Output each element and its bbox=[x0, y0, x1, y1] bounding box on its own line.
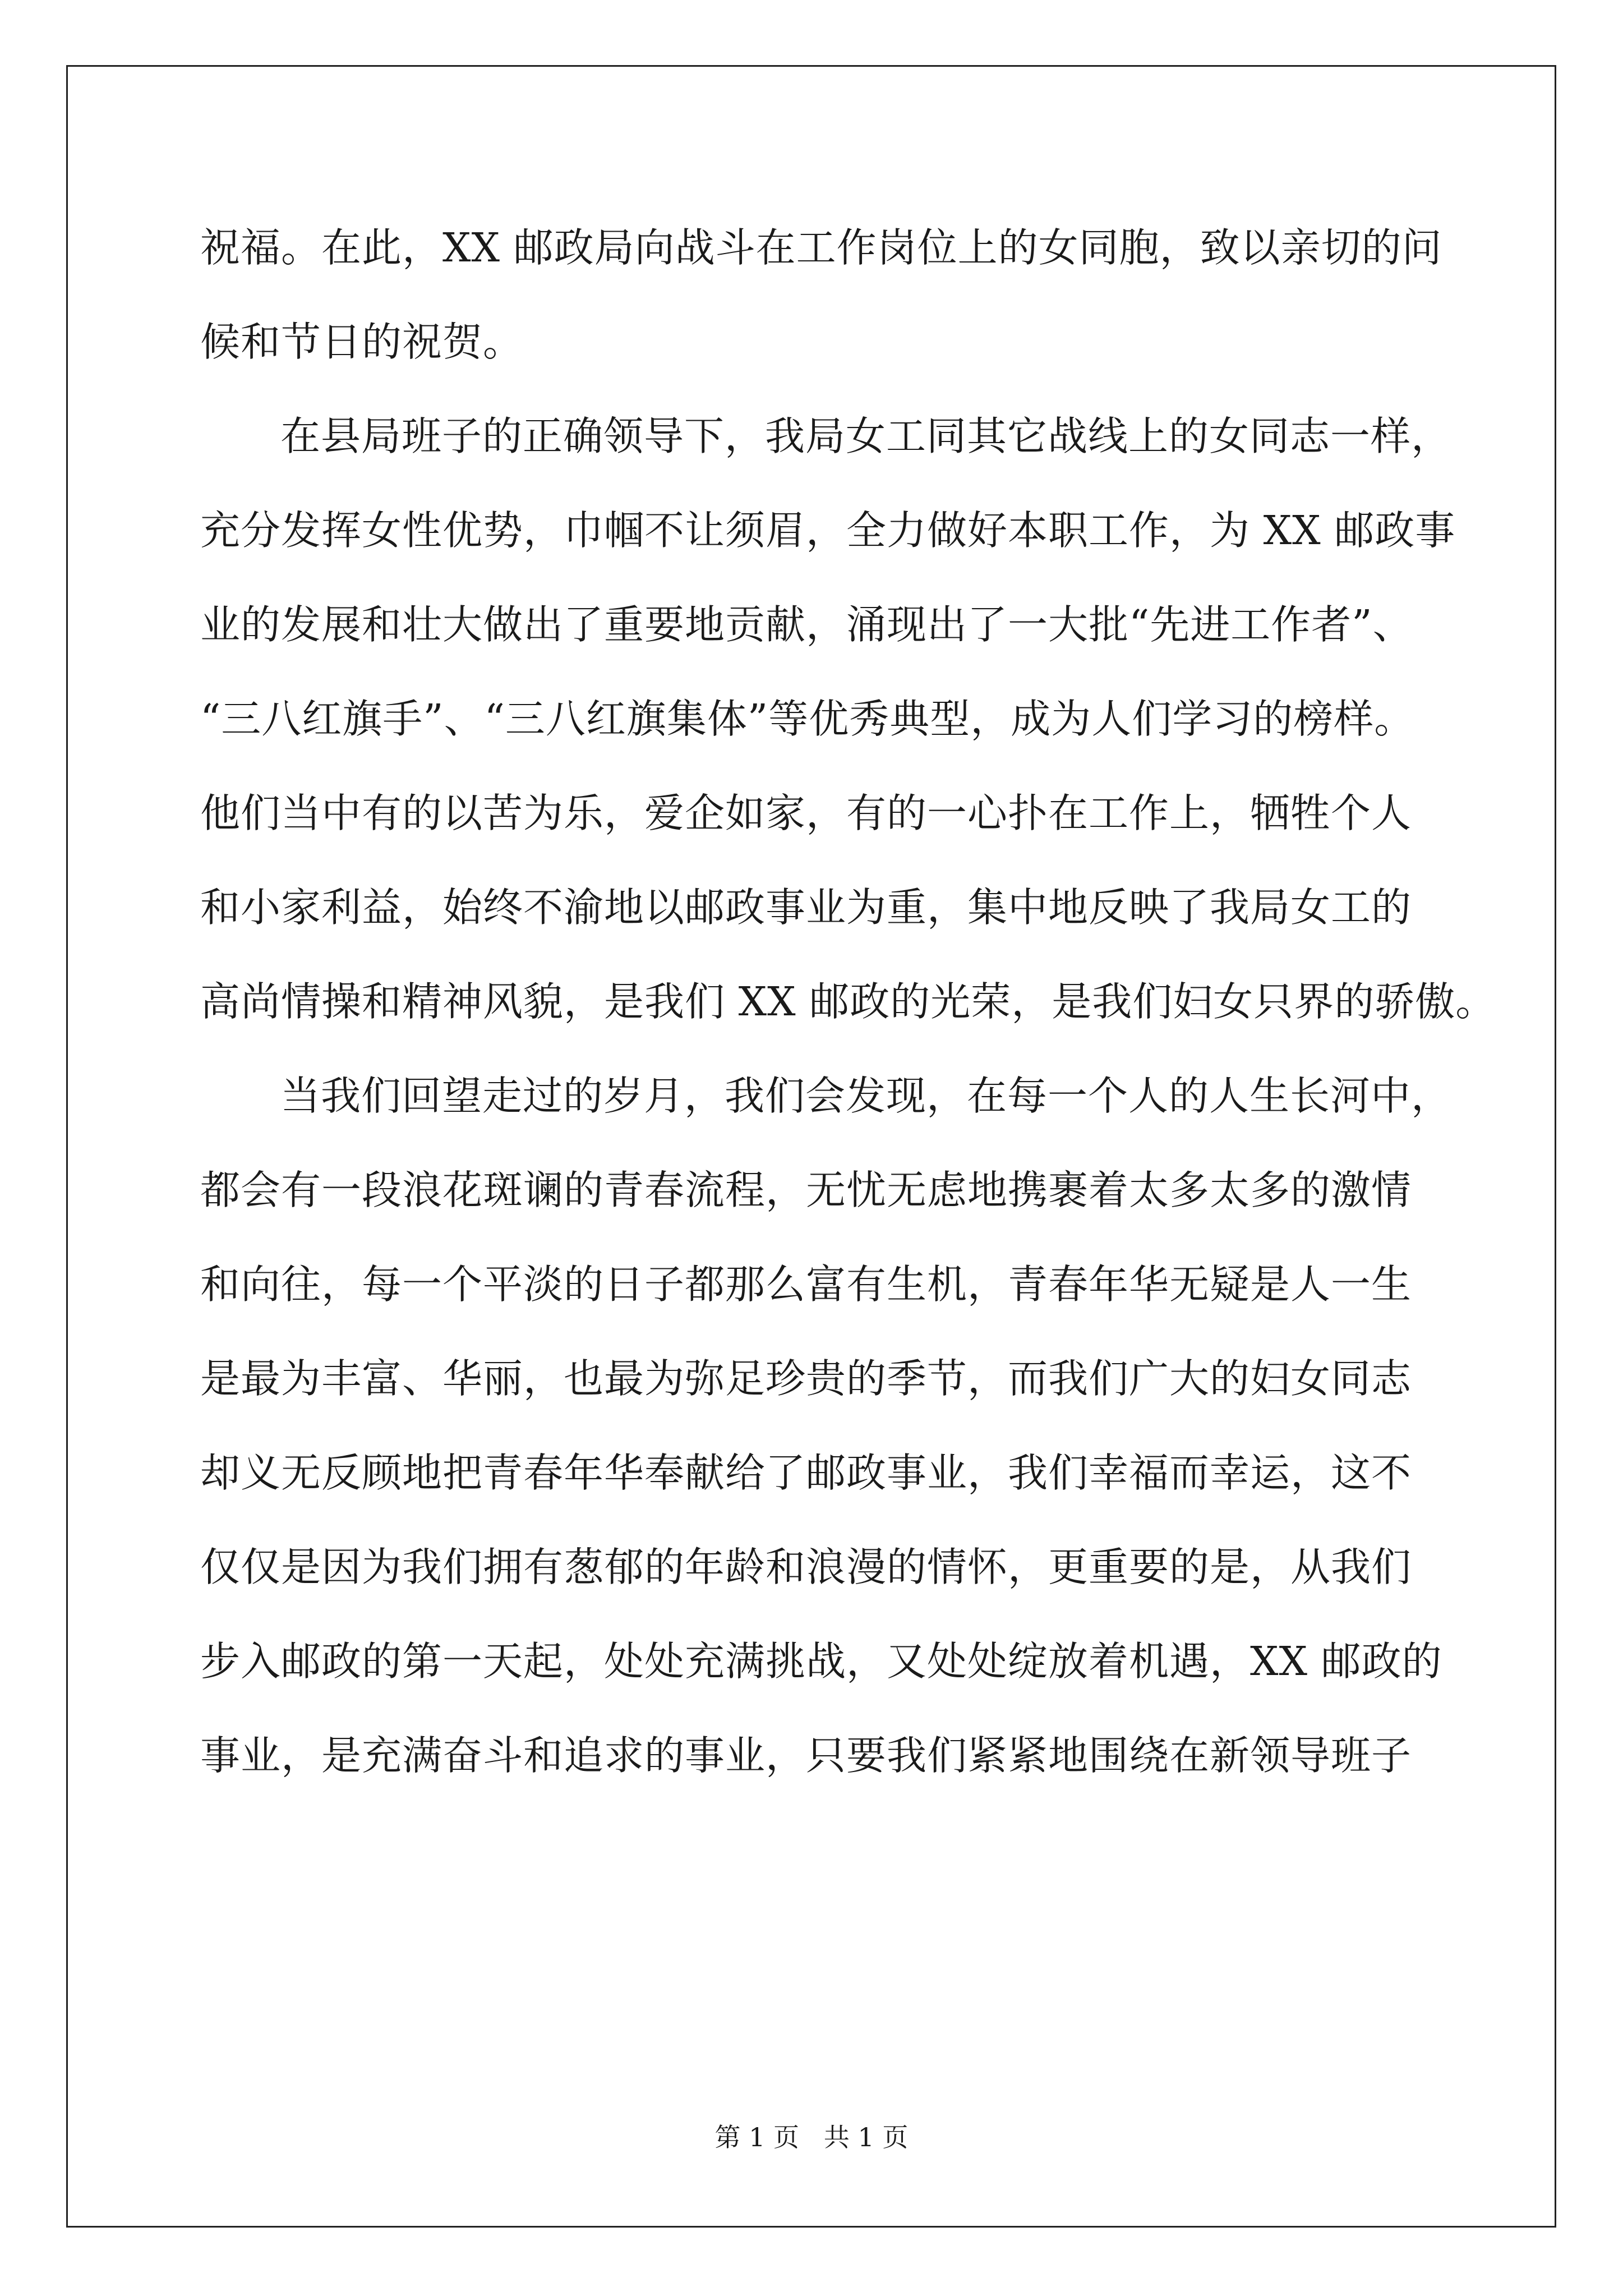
page-footer: 第 1 页 共 1 页 bbox=[714, 2122, 909, 2152]
text-line-5: 业的发展和壮大做出了重要地贡献，涌现出了一大批“先进工作者”、 bbox=[200, 601, 1413, 648]
text-line-16: 步入邮政的第一天起，处处充满挑战，又处处绽放着机遇，XX 邮政的 bbox=[200, 1638, 1442, 1685]
text-line-9: 高尚情操和精神风貌，是我们 XX 邮政的光荣，是我们妇女只界的骄傲。 bbox=[200, 978, 1496, 1025]
text-line-4: 充分发挥女性优势，巾帼不让须眉，全力做好本职工作，为 XX 邮政事 bbox=[200, 507, 1456, 554]
text-line-11: 都会有一段浪花斑谰的青春流程，无忧无虑地携裹着太多太多的激情 bbox=[200, 1167, 1412, 1213]
text-line-13: 是最为丰富、华丽，也最为弥足珍贵的季节，而我们广大的妇女同志 bbox=[200, 1355, 1412, 1402]
page-border bbox=[66, 65, 1556, 2228]
text-line-6: “三八红旗手”、“三八红旗集体”等优秀典型，成为人们学习的榜样。 bbox=[200, 696, 1415, 742]
text-line-8: 和小家利益，始终不渝地以邮政事业为重，集中地反映了我局女工的 bbox=[200, 884, 1412, 931]
text-line-17: 事业，是充满奋斗和追求的事业，只要我们紧紧地围绕在新领导班子 bbox=[200, 1732, 1412, 1779]
text-line-1: 祝福。在此，XX 邮政局向战斗在工作岗位上的女同胞，致以亲切的问 bbox=[200, 224, 1442, 271]
text-line-12: 和向往，每一个平淡的日子都那么富有生机，青春年华无疑是人一生 bbox=[200, 1261, 1412, 1308]
text-line-10: 当我们回望走过的岁月，我们会发现，在每一个人的人生长河中， bbox=[280, 1073, 1452, 1119]
text-line-15: 仅仅是因为我们拥有葱郁的年龄和浪漫的情怀，更重要的是，从我们 bbox=[200, 1544, 1412, 1590]
text-line-14: 却义无反顾地把青春年华奉献给了邮政事业，我们幸福而幸运，这不 bbox=[200, 1450, 1412, 1496]
text-line-2: 候和节日的祝贺。 bbox=[200, 319, 524, 365]
text-line-3: 在县局班子的正确领导下，我局女工同其它战线上的女同志一样， bbox=[280, 413, 1452, 459]
text-line-7: 他们当中有的以苦为乐，爱企如家，有的一心扑在工作上，牺牲个人 bbox=[200, 790, 1412, 836]
